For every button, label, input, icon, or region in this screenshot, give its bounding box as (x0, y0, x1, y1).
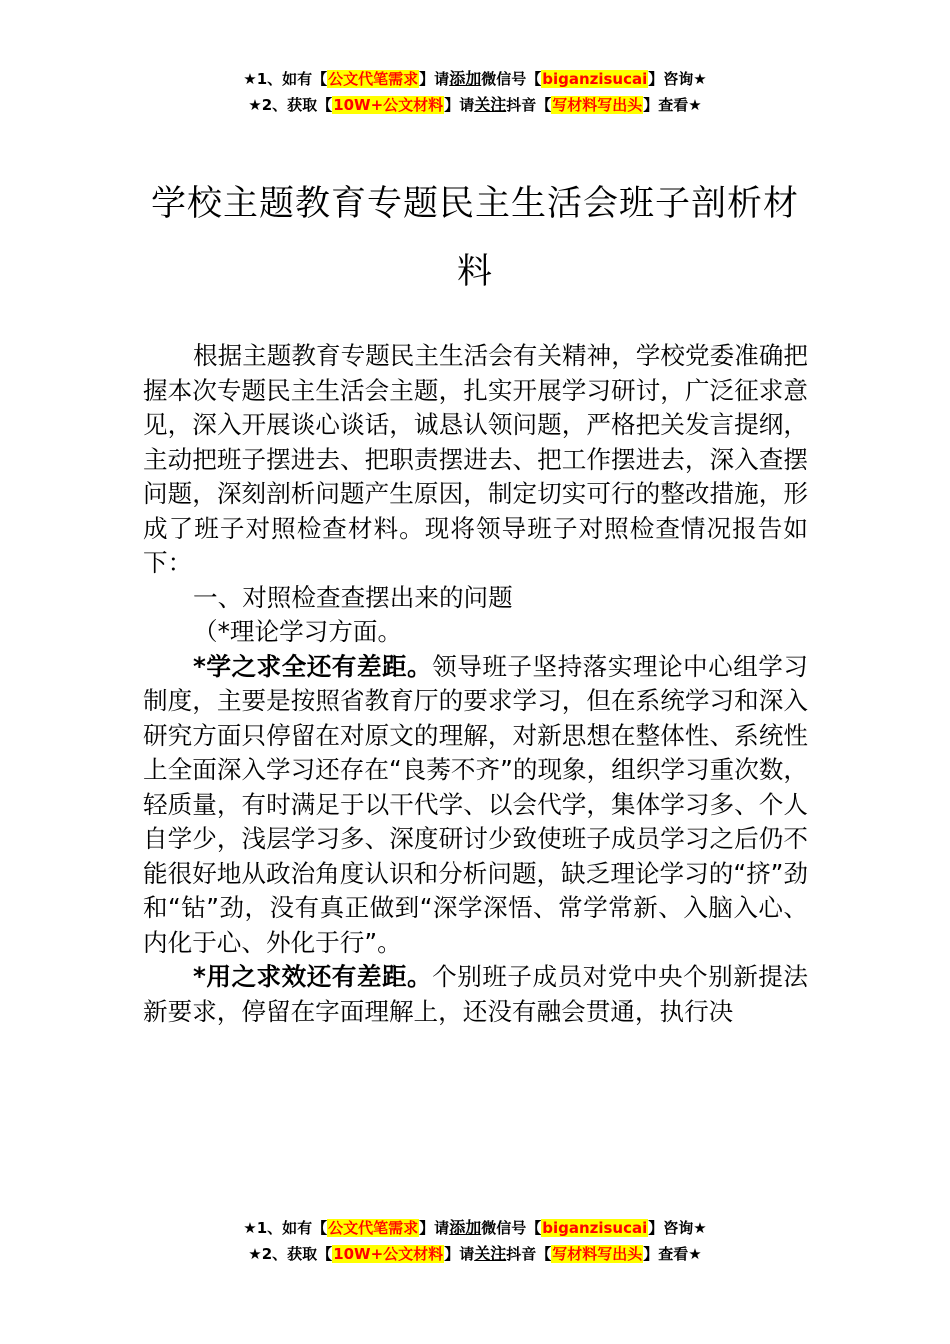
banner-underline: 关注 (474, 95, 507, 114)
footer-banner (0, 1215, 950, 1267)
banner-text: 抖音【 (506, 1245, 552, 1263)
section-heading: 一、对照检查查摆出来的问题 (193, 582, 513, 612)
banner-text: 】请 (444, 1245, 475, 1263)
banner-line-1 (0, 66, 950, 92)
banner-highlight: biganzisucai (542, 1219, 648, 1237)
banner-line-2 (0, 92, 950, 118)
banner-line-1 (0, 1215, 950, 1241)
banner-text: 抖音【 (506, 96, 552, 114)
banner-text: 】查看★ (643, 96, 702, 114)
banner-text: 】请 (419, 70, 450, 88)
banner-text: 】请 (444, 96, 475, 114)
banner-highlight: 写材料写出头 (552, 1245, 643, 1263)
paragraph-body: 个别班子成员对党中央个别新提法新要求，停留在字面理解上，还没有融会贯通，执行决 (143, 962, 808, 1026)
banner-highlight: biganzisucai (542, 70, 648, 88)
banner-highlight: 公文代笔需求 (328, 70, 419, 88)
banner-text: 】咨询★ (648, 1219, 707, 1237)
banner-text: ★2、获取【 (248, 96, 333, 114)
paragraph-lead: *学之求全还有差距。 (193, 651, 433, 681)
banner-underline: 关注 (474, 1244, 507, 1263)
document-body (143, 339, 808, 1029)
header-banner (0, 66, 950, 118)
document-title: 学校主题教育专题民主生活会班子剖析材料 (150, 184, 799, 292)
banner-text: ★1、如有【 (243, 1219, 328, 1237)
banner-underline: 添加 (449, 1218, 482, 1237)
intro-paragraph: 根据主题教育专题民主生活会有关精神，学校党委准确把握本次专题民主生活会主题，扎实开展学习研讨，广泛征求意见，深入开展谈心谈话，诚恳认领问题，严格把关发言提纲，主动把班子摆进去、把职责摆进去、把工作摆进去，深入查摆问题，深刻剖析问题产生原因，制定切实可行的整改措施，形成了班子对照检查材料。现将领导班子对照检查情况报告如下： (143, 341, 808, 577)
banner-highlight: 公文代笔需求 (328, 1219, 419, 1237)
banner-highlight: 写材料写出头 (552, 96, 643, 114)
banner-text: 微信号【 (481, 1219, 542, 1237)
banner-highlight: 10W+公文材料 (333, 1245, 444, 1263)
banner-line-2 (0, 1241, 950, 1267)
banner-highlight: 10W+公文材料 (333, 96, 444, 114)
paragraph-body: 领导班子坚持落实理论中心组学习制度，主要是按照省教育厅的要求学习，但在系统学习和深入研究方面只停留在对原文的理解，对新思想在整体性、系统性上全面深入学习还存在“良莠不齐”的现象，组织学习重次数，轻质量，有时满足于以干代学、以会代学，集体学习多、个人自学少，浅层学习多、深度研讨少致使班子成员学习之后仍不能很好地从政治角度认识和分析问题，缺乏理论学习的“挤”劲和“钻”劲，没有真正做到“深学深悟、常学常新、入脑入心、内化于心、外化于行”。 (143, 651, 809, 957)
banner-text: ★2、获取【 (248, 1245, 333, 1263)
subsection-heading: （*理论学习方面。 (193, 617, 403, 646)
paragraph-lead: *用之求效还有差距。 (193, 962, 433, 991)
banner-text: 微信号【 (481, 70, 542, 88)
banner-text: 】查看★ (643, 1245, 702, 1263)
problem-paragraph-2 (143, 960, 808, 1029)
banner-text: 】咨询★ (648, 70, 707, 88)
banner-underline: 添加 (449, 69, 482, 88)
banner-text: 】请 (419, 1219, 450, 1237)
problem-paragraph-1 (143, 650, 808, 961)
banner-text: ★1、如有【 (243, 70, 328, 88)
